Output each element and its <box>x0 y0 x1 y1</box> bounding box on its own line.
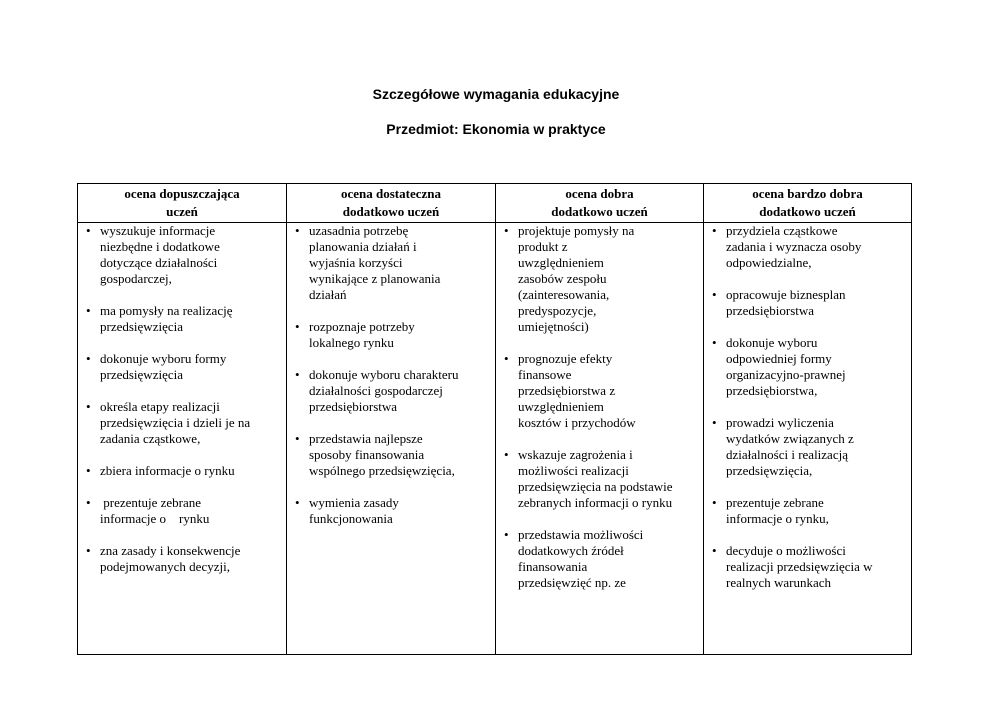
list-item: • zna zasady i konsekwencje podejmowanych decyzji, <box>100 543 264 575</box>
list-item: • projektuje pomysły na produkt z uwzględnieniem zasobów zespołu (zainteresowania, predyspozycje, umiejętności) <box>518 223 652 335</box>
list-item: • prowadzi wyliczenia wydatków związanych z działalności i realizacją przedsięwzięcia, <box>726 415 880 479</box>
list-item: • decyduje o możliwości realizacji przedsięwzięcia w realnych warunkach <box>726 543 885 591</box>
content-row <box>78 223 912 655</box>
header-grade-5-line1: ocena bardzo dobra <box>752 186 863 201</box>
header-grade-2 <box>78 184 287 223</box>
list-item: • dokonuje wyboru charakteru działalności gospodarczej przedsiębiorstwa <box>309 367 473 415</box>
document-title: Szczegółowe wymagania edukacyjne <box>372 86 620 102</box>
requirements-table <box>77 183 912 655</box>
list-item: • przedstawia najlepsze sposoby finansowania wspólnego przedsięwzięcia, <box>309 431 463 479</box>
list-item: • przedstawia możliwości dodatkowych źródeł finansowania przedsięwzięć np. ze <box>518 527 667 591</box>
list-item: • wyszukuje informacje niezbędne i dodatkowe dotyczące działalności gospodarczej, <box>100 223 254 287</box>
header-grade-2-line1: ocena dopuszczająca <box>124 186 240 201</box>
subject-title: Przedmiot: Ekonomia w praktyce <box>386 121 606 137</box>
list-item: • prezentuje zebrane informacje o rynku, <box>726 495 880 527</box>
list-item: • opracowuje biznesplan przedsiębiorstwa <box>726 287 870 319</box>
header-grade-3-line1: ocena dostateczna <box>340 186 441 201</box>
header-grade-2-line2: uczeń <box>166 204 198 219</box>
list-item: • wskazuje zagrożenia i możliwości realizacji przedsięwzięcia na podstawie zebranych informacji o rynku <box>518 447 677 511</box>
list-item: • prognozuje efekty finansowe przedsiębiorstwa z uwzględnieniem kosztów i przychodów <box>518 351 652 431</box>
list-item: • uzasadnia potrzebę planowania działań i wyjaśnia korzyści wynikające z planowania działań <box>309 223 463 303</box>
list-item: • ma pomysły na realizację przedsięwzięcia <box>100 303 259 335</box>
list-item: • przydziela cząstkowe zadania i wyznacza osoby odpowiedzialne, <box>726 223 880 271</box>
requirements-list-grade-4 <box>496 223 703 591</box>
column-grade-4 <box>496 223 704 655</box>
requirements-list-grade-3 <box>287 223 495 527</box>
header-grade-3-line2: dodatkowo uczeń <box>342 204 440 219</box>
list-item: • dokonuje wyboru formy przedsięwzięcia <box>100 351 254 383</box>
header-grade-4 <box>496 184 704 223</box>
header-grade-3 <box>287 184 496 223</box>
column-grade-3 <box>287 223 496 655</box>
list-item: • wymienia zasady funkcjonowania <box>309 495 443 527</box>
column-grade-5 <box>704 223 912 655</box>
requirements-list-grade-5 <box>704 223 911 591</box>
list-item: • rozpoznaje potrzeby lokalnego rynku <box>309 319 433 351</box>
requirements-list-grade-2 <box>78 223 286 575</box>
list-item: • zbiera informacje o rynku <box>100 463 286 479</box>
header-row <box>78 184 912 223</box>
list-item: • określa etapy realizacji przedsięwzięcia i dzieli je na zadania cząstkowe, <box>100 399 264 447</box>
header-grade-5-line2: dodatkowo uczeń <box>759 204 856 219</box>
list-item: • prezentuje zebrane informacje o rynku <box>100 495 249 527</box>
header-grade-4-line2: dodatkowo uczeń <box>551 204 648 219</box>
list-item: • dokonuje wyboru odpowiedniej formy organizacyjno-prawnej przedsiębiorstwa, <box>726 335 880 399</box>
header-grade-4-line1: ocena dobra <box>565 186 634 201</box>
column-grade-2 <box>78 223 287 655</box>
header-grade-5 <box>704 184 912 223</box>
